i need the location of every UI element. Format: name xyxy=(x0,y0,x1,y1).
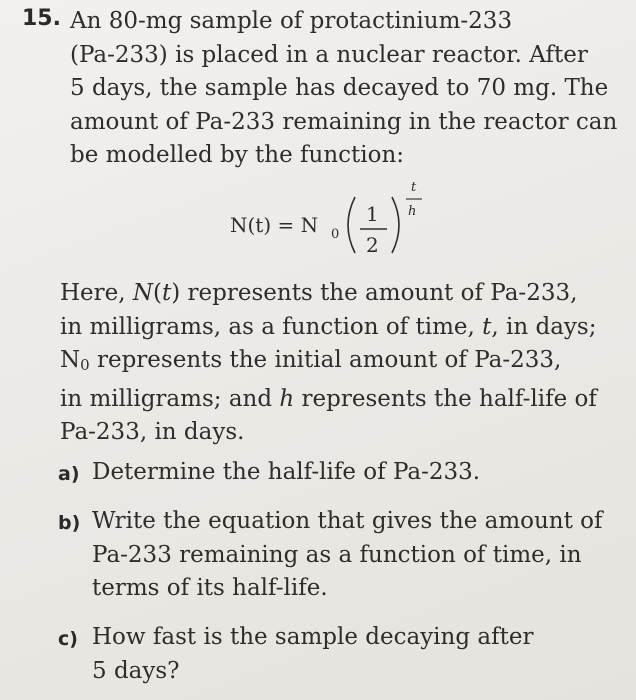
intro-line: be modelled by the function: xyxy=(70,142,405,168)
text: , in days; xyxy=(491,313,597,340)
explanation-paragraph xyxy=(60,277,630,450)
exponent-denominator: h xyxy=(408,204,417,219)
text-italic: h xyxy=(279,385,295,412)
text: ) represents the amount of Pa-233, xyxy=(171,280,578,306)
decay-formula-svg xyxy=(230,175,430,265)
text: represents the half-life of xyxy=(294,385,597,412)
fraction-denominator: 2 xyxy=(366,233,379,257)
part-text xyxy=(92,505,622,606)
text-italic: N xyxy=(132,280,154,306)
part-line: terms of its half-life. xyxy=(92,575,328,601)
text: in milligrams; and xyxy=(60,385,280,412)
question-intro xyxy=(70,5,630,173)
text: represents the initial amount of Pa-233, xyxy=(89,347,562,373)
question-number: 15. xyxy=(22,6,61,31)
text: N xyxy=(60,347,81,373)
subscript: 0 xyxy=(80,356,90,374)
intro-line: 5 days, the sample has decayed to 70 mg. The xyxy=(70,75,609,101)
decay-formula xyxy=(230,175,430,265)
part-line: Determine the half-life of Pa-233. xyxy=(92,459,481,485)
explanation-line xyxy=(60,344,630,383)
formula-subscript: 0 xyxy=(331,227,340,242)
intro-line: amount of Pa-233 remaining in the reactor can xyxy=(70,108,618,135)
right-paren xyxy=(392,197,399,253)
fraction-numerator: 1 xyxy=(366,202,379,226)
part-line: Write the equation that gives the amount of xyxy=(92,508,603,534)
intro-line: (Pa-233) is placed in a nuclear reactor. After xyxy=(70,41,588,68)
part-text xyxy=(92,621,622,688)
text: Here, xyxy=(60,280,133,306)
part-text xyxy=(92,456,622,490)
part-line: 5 days? xyxy=(92,657,180,684)
text-italic: t xyxy=(162,280,172,306)
text-italic: t xyxy=(482,313,492,340)
part-label: b) xyxy=(58,512,81,534)
part-line: Pa-233 remaining as a function of time, in xyxy=(92,541,582,568)
part-label: c) xyxy=(58,628,78,650)
part-label: a) xyxy=(58,463,80,485)
left-paren xyxy=(348,197,355,253)
text: in milligrams, as a function of time, xyxy=(60,313,483,340)
exponent-numerator: t xyxy=(411,180,417,195)
part-line: How fast is the sample decaying after xyxy=(92,624,534,650)
explanation-line xyxy=(60,383,630,417)
explanation-line xyxy=(60,311,630,345)
intro-line: An 80-mg sample of protactinium-233 xyxy=(70,8,513,34)
text: ( xyxy=(153,280,163,306)
formula-lhs: N(t) = N xyxy=(230,213,319,237)
explanation-line xyxy=(60,277,630,311)
explanation-line: Pa-233, in days. xyxy=(60,419,245,445)
